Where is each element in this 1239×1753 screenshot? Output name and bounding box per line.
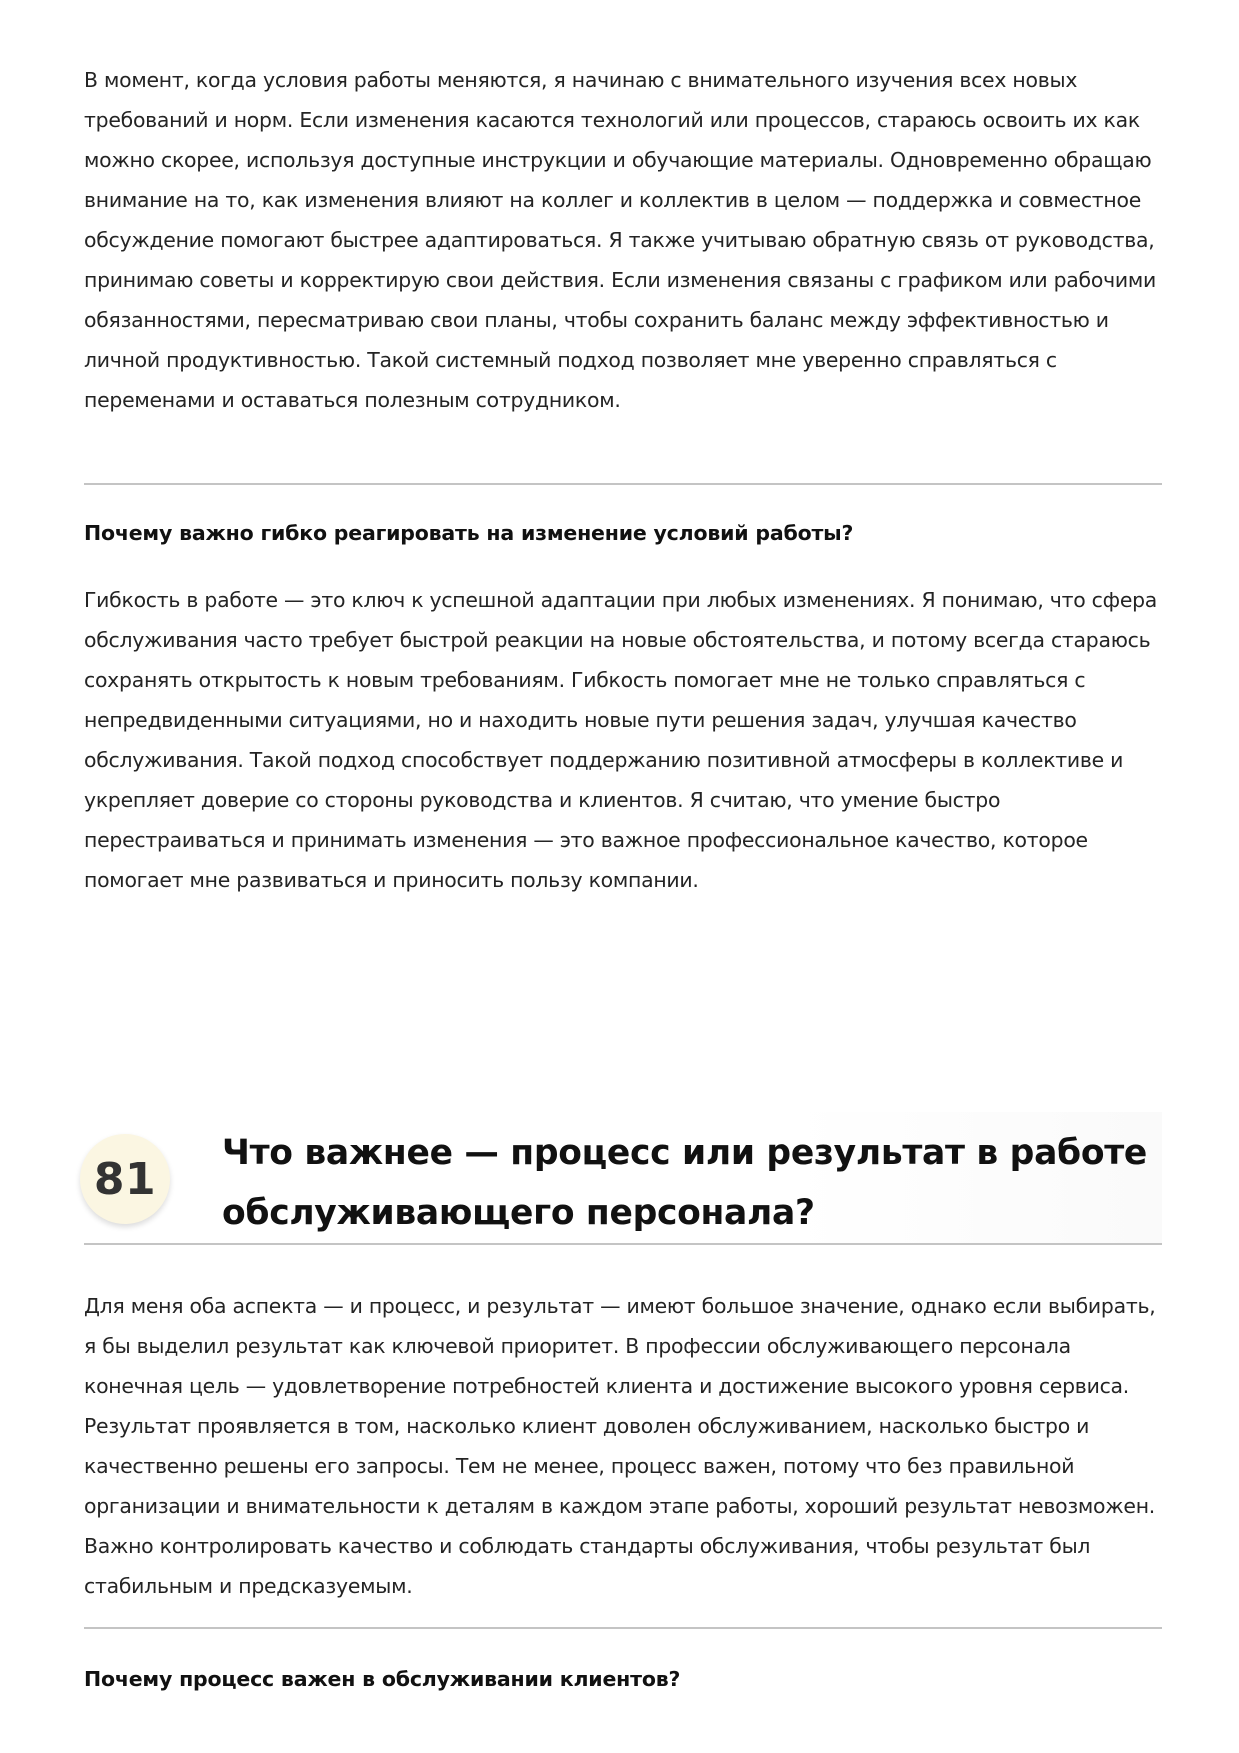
section-title-divider — [84, 1243, 1162, 1245]
sub-question-heading: Почему важно гибко реагировать на изменение условий работы? — [84, 521, 854, 545]
section-number-badge: 81 — [80, 1134, 170, 1224]
answer-paragraph: Гибкость в работе — это ключ к успешной адаптации при любых изменениях. Я понимаю, что сфера обслуживания часто требует быстрой реакции на новые обстоятельства, и потому всегда стараюсь сохранять открытость к новым требованиям. Гибкость помогает мне не только справляться с непредвиденными ситуациями, но и находить новые пути решения задач, улучшая качество обслуживания. Такой подход способствует поддержанию позитивной атмосферы в коллективе и укрепляет доверие со стороны руководства и клиентов. Я считаю, что умение быстро перестраиваться и принимать изменения — это важное профессиональное качество, которое помогает мне развиваться и приносить пользу компании. — [84, 588, 1158, 892]
section-answer-paragraph: Для меня оба аспекта — и процесс, и результат — имеют большое значение, однако если выбирать, я бы выделил результат как ключевой приоритет. В профессии обслуживающего персонала конечная цель — удовлетворение потребностей клиента и достижение высокого уровня сервиса. Результат проявляется в том, насколько клиент доволен обслуживанием, насколько быстро и качественно решены его запросы. Тем не менее, процесс важен, потому что без правильной организации и внимательности к деталям в каждом этапе работы, хороший результат невозможен. Важно контролировать качество и соблюдать стандарты обслуживания, чтобы результат был стабильным и предсказуемым. — [84, 1294, 1156, 1598]
divider — [84, 483, 1162, 485]
sub-question-heading: Почему процесс важен в обслуживании клиентов? — [84, 1667, 681, 1691]
intro-paragraph: В момент, когда условия работы меняются, я начинаю с внимательного изучения всех новых требований и норм. Если изменения касаются технологий или процессов, стараюсь освоить их как можно скорее, используя доступные инструкции и обучающие материалы. Одновременно обращаю внимание на то, как изменения влияют на коллег и коллектив в целом — поддержка и совместное обсуждение помогают быстрее адаптироваться. Я также учитываю обратную связь от руководства, принимаю советы и корректирую свои действия. Если изменения связаны с графиком или рабочими обязанностями, пересматриваю свои планы, чтобы сохранить баланс между эффективностью и личной продуктивностью. Такой системный подход позволяет мне уверенно справляться с переменами и оставаться полезным сотрудником. — [84, 68, 1157, 412]
section-title: Что важнее — процесс или результат в работе обслуживающего персонала? — [222, 1133, 1148, 1233]
divider — [84, 1627, 1162, 1629]
